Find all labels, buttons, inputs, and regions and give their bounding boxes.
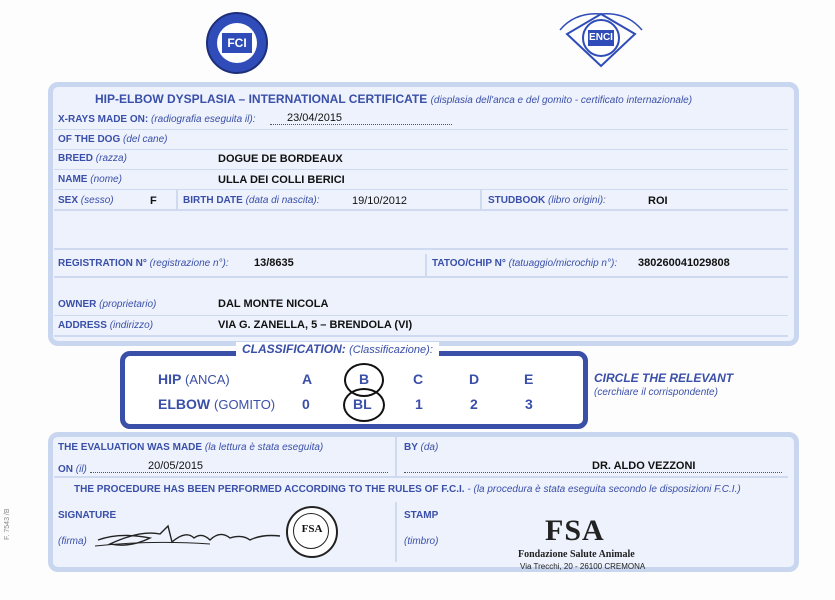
by-label: [404, 442, 438, 453]
fsa-stamp-address: Via Trecchi, 20 - 26100 CREMONA: [520, 562, 646, 571]
fsa-stamp-logo: FSA: [545, 514, 605, 547]
row-sex: [54, 190, 788, 211]
elbow-grade-2[interactable]: 2: [470, 396, 478, 412]
hip-grade-c[interactable]: C: [413, 371, 424, 387]
circle-relevant-note: [594, 371, 733, 398]
fci-logo-text: FCI: [222, 33, 252, 53]
chip-label-text: TATOO/CHIP N°: [432, 258, 506, 269]
on-label-it: (il): [75, 464, 87, 475]
procedure-fci: F.C.I.: [441, 484, 465, 495]
handwritten-signature: [90, 512, 290, 552]
address-label-text: ADDRESS: [58, 320, 107, 331]
fsa-stamp-name: Fondazione Salute Animale: [518, 549, 635, 560]
studbook-label-it: (libro origini):: [548, 195, 606, 206]
studbook-value: ROI: [648, 195, 668, 207]
classification-title-it: (Classificazione):: [349, 344, 433, 356]
evaluation-label-text: THE EVALUATION WAS MADE: [58, 442, 203, 453]
on-dots: [90, 472, 388, 473]
elbow-grade-bl[interactable]: BL: [353, 396, 372, 412]
sex-value: F: [150, 195, 157, 207]
registration-label-it: (registrazione n°):: [149, 258, 229, 269]
address-value: VIA G. ZANELLA, 5 – BRENDOLA (VI): [218, 319, 413, 331]
evaluation-label-it: (la lettura è stata eseguita): [204, 442, 324, 453]
form-code: F. 7543 /B: [4, 508, 11, 540]
registration-label-text: REGISTRATION N°: [58, 258, 147, 269]
elbow-grade-3[interactable]: 3: [525, 396, 533, 412]
owner-label: [58, 299, 156, 310]
stamp-label: [404, 510, 438, 521]
dog-label-it: (del cane): [123, 134, 168, 145]
sex-label-text: SEX: [58, 195, 79, 206]
breed-label-it: (razza): [95, 153, 127, 164]
hip-label-it: (ANCA): [184, 372, 230, 387]
classification-title: [236, 342, 439, 356]
studbook-label: [488, 195, 606, 206]
name-label-it: (nome): [90, 174, 122, 185]
breed-label: [58, 153, 127, 164]
name-label: [58, 174, 122, 185]
signature-label-it: [58, 536, 87, 547]
by-dots: [404, 472, 782, 473]
birth-value: 19/10/2012: [352, 195, 408, 207]
classification-title-text: CLASSIFICATION:: [242, 342, 346, 356]
hip-label: [158, 371, 230, 387]
fsa-round-stamp: [286, 506, 338, 558]
stamp-label-it: [404, 536, 438, 547]
certificate-title: [95, 92, 692, 106]
procedure-text-it: - (la procedura è stata eseguita secondo le disposizioni F.C.I.): [467, 484, 741, 495]
birth-label: [183, 195, 320, 206]
name-value: ULLA DEI COLLI BERICI: [218, 174, 345, 186]
hip-label-text: HIP: [158, 371, 182, 387]
by-label-it: (da): [420, 442, 439, 453]
dog-label: [58, 134, 167, 145]
hip-grade-d[interactable]: D: [469, 371, 480, 387]
elbow-label-it: (GOMITO): [214, 397, 276, 412]
registration-divider: [425, 254, 427, 276]
registration-value: 13/8635: [254, 257, 294, 269]
registration-label: [58, 258, 229, 269]
signature-label-text: SIGNATURE: [58, 510, 117, 521]
breed-value: DOGUE DE BORDEAUX: [218, 153, 343, 165]
xrays-label-text: X-RAYS MADE ON:: [58, 114, 149, 125]
row-owner: [54, 296, 788, 317]
fci-logo: [206, 12, 268, 74]
procedure-text: THE PROCEDURE HAS BEEN PERFORMED ACCORDING TO THE RULES OF: [74, 484, 439, 495]
title-subtitle: (displasia dell'anca e del gomito - certificato internazionale): [430, 95, 693, 106]
birth-label-it: (data di nascita):: [245, 195, 320, 206]
sex-label-it: (sesso): [80, 195, 114, 206]
hip-grade-a[interactable]: A: [302, 371, 313, 387]
enci-logo: [555, 10, 647, 70]
elbow-label-text: ELBOW: [158, 396, 211, 412]
hip-grade-b[interactable]: B: [359, 371, 370, 387]
birth-label-text: BIRTH DATE: [183, 195, 243, 206]
row-address: [54, 316, 788, 337]
xrays-value: 23/04/2015: [287, 112, 343, 124]
owner-label-text: OWNER: [58, 299, 97, 310]
signature-label-it-text: (firma): [58, 536, 87, 547]
address-label-it: (indirizzo): [109, 320, 154, 331]
chip-label-it: (tatuaggio/microchip n°):: [508, 258, 618, 269]
dog-label-text: OF THE DOG: [58, 134, 121, 145]
title-text: HIP-ELBOW DYSPLASIA – INTERNATIONAL CERTIFICATE: [95, 92, 428, 106]
procedure-line: [74, 484, 741, 495]
note-text-it: (cerchiare il corrispondente): [594, 387, 718, 398]
note-text: CIRCLE THE RELEVANT: [594, 371, 734, 385]
address-label: [58, 320, 153, 331]
elbow-label: [158, 396, 275, 412]
elbow-grade-0[interactable]: 0: [302, 396, 310, 412]
on-value: 20/05/2015: [148, 460, 204, 472]
eval-divider: [395, 437, 397, 477]
birth-divider: [480, 190, 482, 211]
on-label: [58, 464, 87, 475]
row-name: [54, 170, 788, 191]
evaluation-label: [58, 442, 323, 453]
chip-label: [432, 258, 617, 269]
on-label-text: ON: [58, 464, 73, 475]
name-label-text: NAME: [58, 174, 88, 185]
stamp-label-it-text: (timbro): [404, 536, 439, 547]
owner-label-it: (proprietario): [99, 299, 157, 310]
studbook-label-text: STUDBOOK: [488, 195, 546, 206]
chip-value: 380260041029808: [638, 257, 730, 269]
owner-value: DAL MONTE NICOLA: [218, 298, 329, 310]
by-value: DR. ALDO VEZZONI: [592, 460, 696, 472]
sex-label: [58, 195, 114, 206]
by-label-text: BY: [404, 442, 418, 453]
elbow-selected-circle: [343, 388, 385, 422]
breed-label-text: BREED: [58, 153, 94, 164]
xrays-label-it: (radiografia eseguita il):: [150, 114, 256, 125]
row-blank: [54, 212, 788, 250]
xrays-label: [58, 114, 255, 125]
enci-logo-text: ENCI: [588, 30, 614, 46]
elbow-grade-1[interactable]: 1: [415, 396, 423, 412]
xrays-dots: [270, 124, 452, 125]
stamp-divider: [395, 502, 397, 562]
stamp-label-text: STAMP: [404, 510, 439, 521]
hip-grade-e[interactable]: E: [524, 371, 534, 387]
row-breed: [54, 150, 788, 171]
round-stamp-text: FSA: [301, 523, 323, 535]
sex-divider: [176, 190, 178, 211]
